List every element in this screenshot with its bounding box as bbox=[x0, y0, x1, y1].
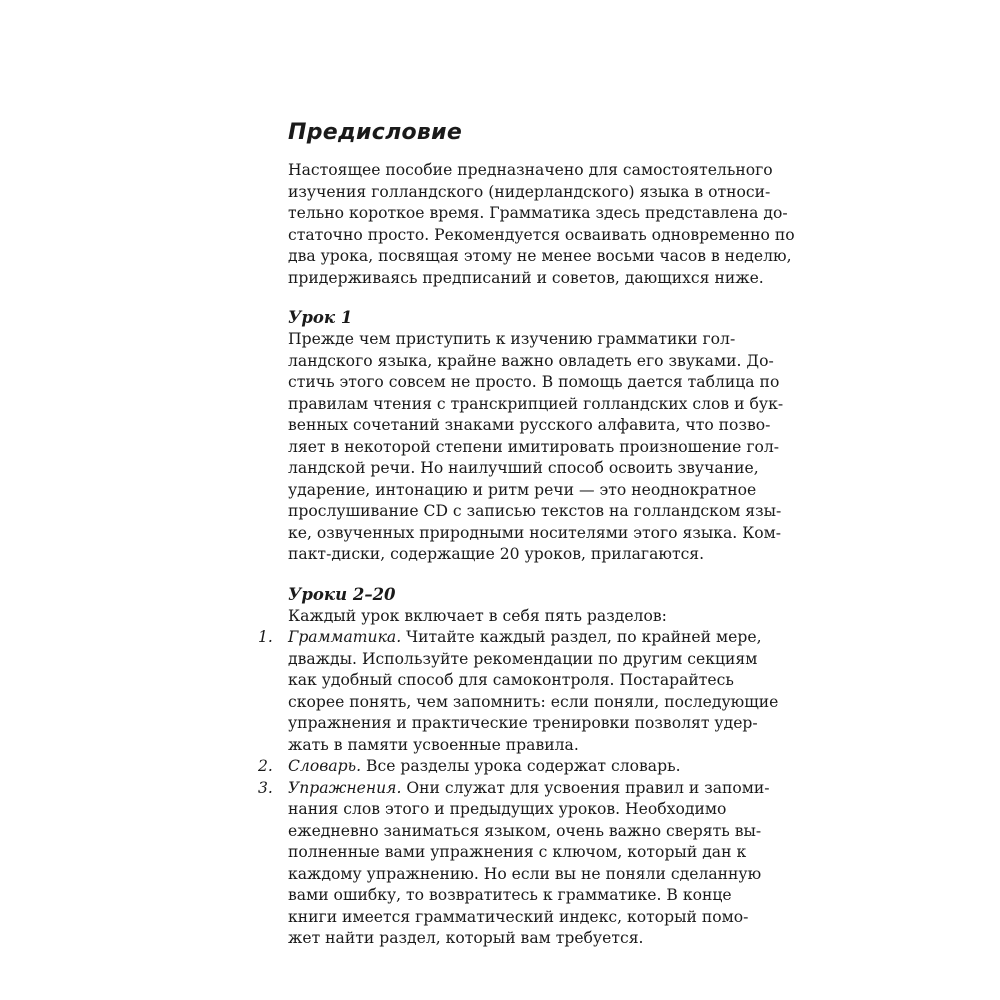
text-line: стичь этого совсем не просто. В помощь дается таблица по bbox=[288, 373, 780, 391]
list-item bbox=[258, 778, 770, 950]
text-line: статочно просто. Рекомендуется осваивать одновременно по bbox=[288, 225, 795, 244]
list-number: 2. bbox=[258, 757, 273, 775]
text-line: придерживаясь предписаний и советов, дающихся ниже. bbox=[288, 268, 764, 287]
list-item bbox=[258, 756, 766, 778]
text-line: венных сочетаний знаками русского алфавита, что позво- bbox=[288, 416, 771, 434]
text-line: Прежде чем приступить к изучению грамматики гол- bbox=[288, 330, 736, 348]
text-line: ке, озвученных природными носителями этого языка. Ком- bbox=[288, 523, 782, 542]
text-line: Настоящее пособие предназначено для самостоятельного bbox=[288, 161, 773, 179]
text-line: ударение, интонацию и ритм речи — это неоднократное bbox=[288, 480, 757, 499]
text-line bbox=[288, 778, 770, 800]
text-line: прослушивание CD с записью текстов на голландском язы- bbox=[288, 502, 782, 520]
text-line: каждому упражнению. Но если вы не поняли сделанную bbox=[288, 864, 762, 883]
list-item bbox=[258, 627, 779, 756]
text-line: тельно короткое время. Грамматика здесь представлена до- bbox=[288, 204, 788, 222]
text-line: упражнения и практические тренировки позволят удер- bbox=[288, 714, 758, 732]
text-line bbox=[288, 627, 778, 649]
text-line: жет найти раздел, который вам требуется. bbox=[288, 929, 644, 947]
text-line: ландского языка, крайне важно овладеть его звуками. До- bbox=[288, 351, 774, 370]
list-item-body bbox=[288, 778, 770, 950]
list-term: Упражнения. bbox=[288, 778, 402, 797]
text-line: дважды. Используйте рекомендации по другим секциям bbox=[288, 649, 758, 668]
text-line: ландской речи. Но наилучший способ освоить звучание, bbox=[288, 459, 759, 477]
list-item-body bbox=[288, 756, 681, 778]
lessons-2-20-intro bbox=[288, 606, 766, 628]
text-line: пакт-диски, содержащие 20 уроков, прилагаются. bbox=[288, 545, 705, 563]
list-number: 1. bbox=[258, 628, 273, 646]
lesson1-paragraph bbox=[288, 329, 784, 566]
list-text: Все разделы урока содержат словарь. bbox=[361, 757, 681, 775]
text-line: книги имеется грамматический индекс, который помо- bbox=[288, 907, 749, 926]
text-line bbox=[288, 756, 681, 778]
page-title: Предисловие bbox=[288, 120, 463, 145]
list-text: Читайте каждый раздел, по крайней мере, bbox=[401, 628, 762, 646]
list-term: Грамматика. bbox=[288, 628, 402, 646]
text-line: Каждый урок включает в себя пять разделов: bbox=[288, 606, 667, 625]
intro-paragraph bbox=[288, 160, 795, 289]
lesson1-heading: Урок 1 bbox=[288, 308, 353, 327]
text-line: нания слов этого и предыдущих уроков. Необходимо bbox=[288, 800, 727, 818]
text-line: вами ошибку, то возвратитесь к грамматике. В конце bbox=[288, 886, 732, 904]
text-line: ляет в некоторой степени имитировать произношение гол- bbox=[288, 437, 780, 456]
sections-list bbox=[258, 627, 779, 950]
book-page bbox=[258, 118, 795, 950]
list-term: Словарь. bbox=[288, 757, 362, 775]
text-line: как удобный способ для самоконтроля. Постарайтесь bbox=[288, 671, 734, 689]
list-item-body bbox=[288, 627, 778, 756]
lessons-2-20-heading: Уроки 2–20 bbox=[288, 584, 396, 604]
text-line: жать в памяти усвоенные правила. bbox=[288, 735, 579, 754]
text-line: два урока, посвящая этому не менее восьми часов в неделю, bbox=[288, 247, 792, 265]
list-number: 3. bbox=[258, 778, 273, 797]
text-line: изучения голландского (нидерландского) языка в относи- bbox=[288, 182, 771, 201]
text-line: правилам чтения с транскрипцией голландских слов и бук- bbox=[288, 394, 784, 413]
list-text: Они служат для усвоения правил и запоми- bbox=[401, 778, 770, 797]
text-line: полненные вами упражнения с ключом, который дан к bbox=[288, 843, 747, 861]
text-line: ежедневно заниматься языком, очень важно сверять вы- bbox=[288, 821, 762, 840]
text-line: скорее понять, чем запомнить: если поняли, последующие bbox=[288, 692, 779, 711]
